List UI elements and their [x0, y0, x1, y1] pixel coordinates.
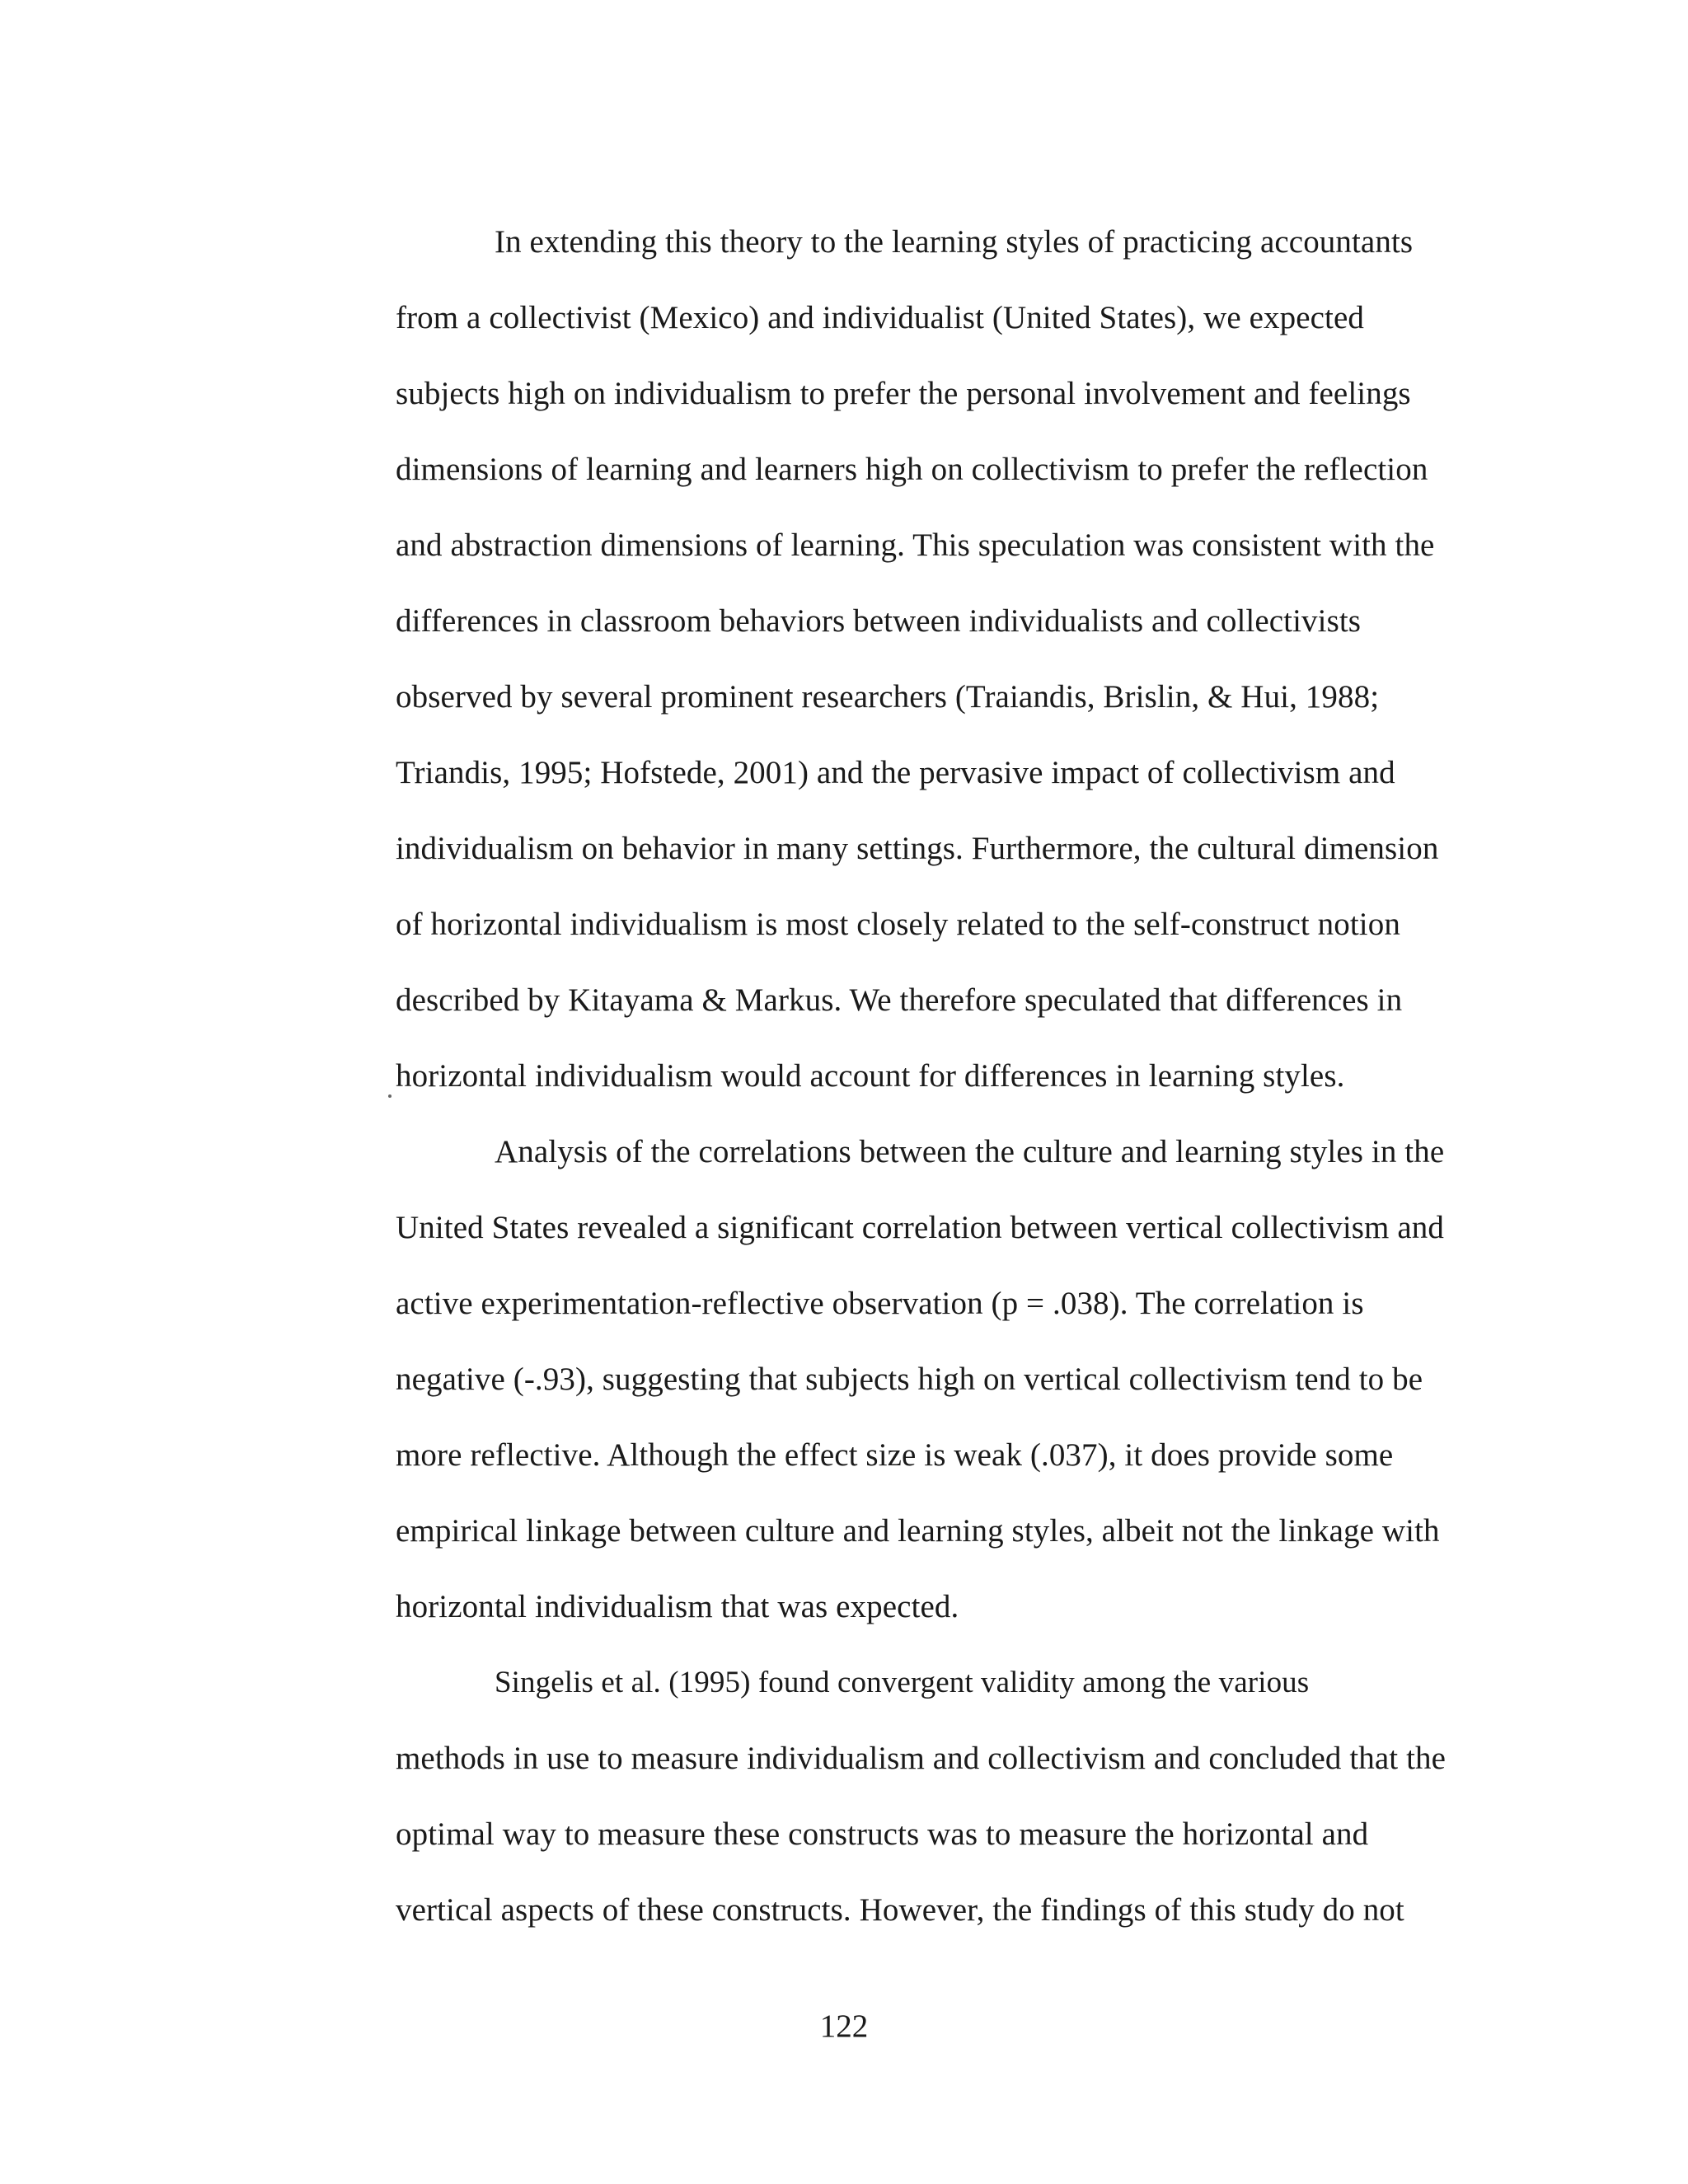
text-line: from a collectivist (Mexico) and individualist (United States), we expected	[396, 300, 1364, 335]
text-line: of horizontal individualism is most closely related to the self-construct notion	[396, 907, 1400, 942]
text-line: more reflective. Although the effect size is weak (.037), it does provide some	[396, 1437, 1394, 1473]
text-line: horizontal individualism that was expected.	[396, 1589, 959, 1624]
scan-speck	[388, 1094, 392, 1098]
text-line: optimal way to measure these constructs was to measure the horizontal and	[396, 1816, 1369, 1852]
text-line: subjects high on individualism to prefer the personal involvement and feelings	[396, 376, 1411, 411]
text-line: Singelis et al. (1995) found convergent validity among the various	[495, 1666, 1310, 1699]
text-line: Analysis of the correlations between the culture and learning styles in the	[495, 1134, 1445, 1169]
text-line: negative (-.93), suggesting that subjects high on vertical collectivism tend to be	[396, 1361, 1423, 1397]
text-line: described by Kitayama & Markus. We therefore speculated that differences in	[396, 982, 1403, 1018]
text-line: empirical linkage between culture and learning styles, albeit not the linkage with	[396, 1513, 1440, 1549]
text-line: methods in use to measure individualism and collectivism and concluded that the	[396, 1741, 1447, 1776]
text-line: dimensions of learning and learners high on collectivism to prefer the reflection	[396, 452, 1428, 487]
page-number: 122	[819, 2008, 869, 2044]
text-line: individualism on behavior in many settings. Furthermore, the cultural dimension	[396, 831, 1439, 866]
text-line: active experimentation-reflective observation (p = .038). The correlation is	[396, 1286, 1364, 1321]
text-line: vertical aspects of these constructs. However, the findings of this study do not	[396, 1892, 1404, 1928]
text-line: observed by several prominent researchers (Traiandis, Brislin, & Hui, 1988;	[396, 679, 1380, 715]
text-line: and abstraction dimensions of learning. This speculation was consistent with the	[396, 527, 1435, 563]
text-line: horizontal individualism would account for differences in learning styles.	[396, 1058, 1345, 1094]
text-line: In extending this theory to the learning styles of practicing accountants	[495, 224, 1414, 260]
text-line: United States revealed a significant correlation between vertical collectivism and	[396, 1210, 1444, 1245]
text-line: Triandis, 1995; Hofstede, 2001) and the pervasive impact of collectivism and	[396, 755, 1395, 790]
text-line: differences in classroom behaviors between individualists and collectivists	[396, 603, 1362, 639]
